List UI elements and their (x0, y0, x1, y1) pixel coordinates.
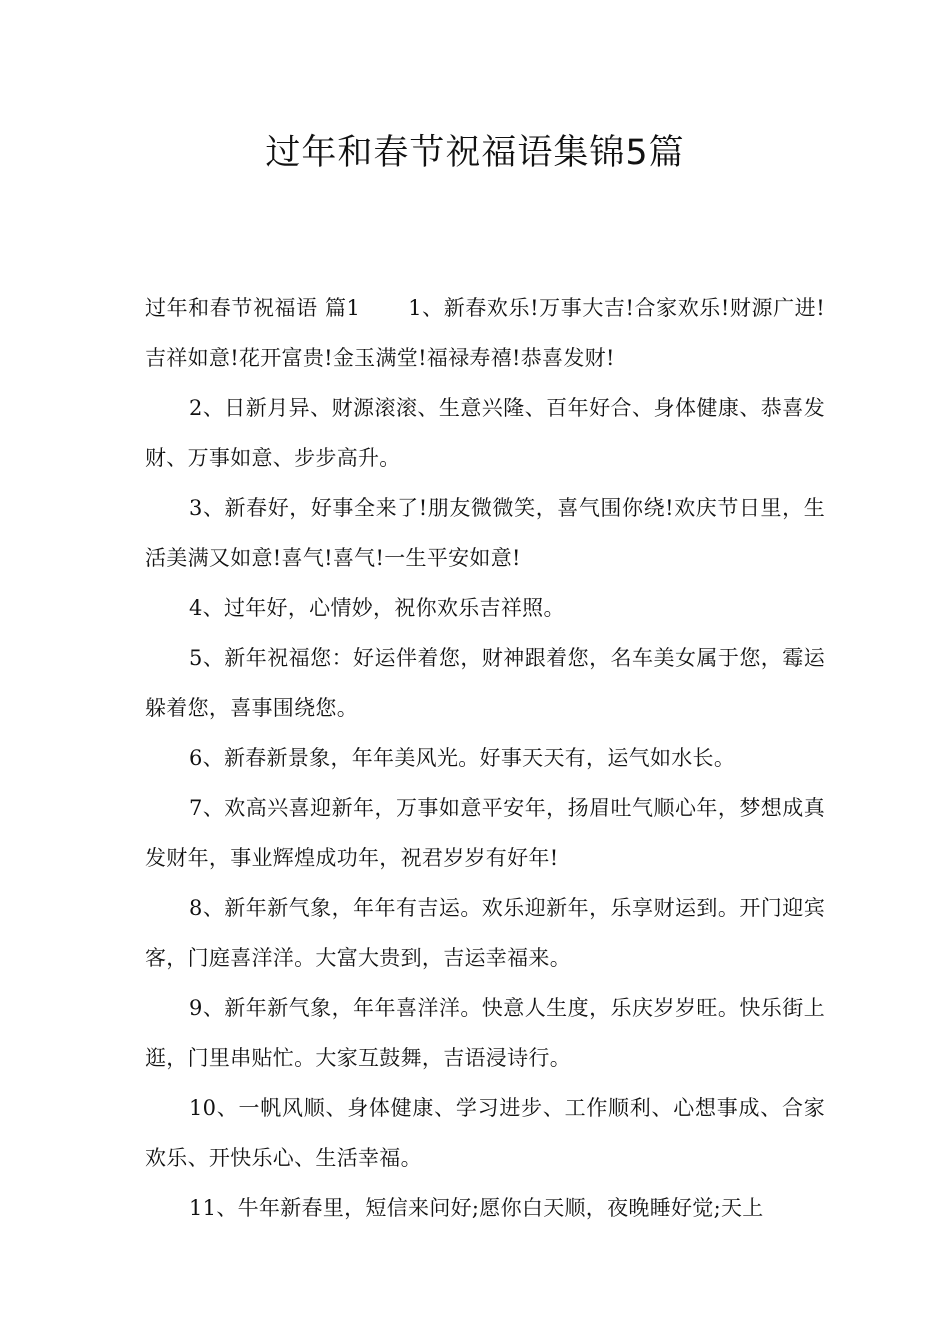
paragraph-5: 5、新年祝福您：好运伴着您，财神跟着您，名车美女属于您，霉运躲着您，喜事围绕您。 (145, 646, 825, 720)
paragraph-9: 9、新年新气象，年年喜洋洋。快意人生度，乐庆岁岁旺。快乐街上逛，门里串贴忙。大家互鼓舞，吉语浸诗行。 (145, 996, 825, 1070)
paragraph-2: 2、日新月异、财源滚滚、生意兴隆、百年好合、身体健康、恭喜发财、万事如意、步步高升。 (145, 396, 825, 470)
paragraph-1 (145, 283, 825, 383)
paragraph-10: 10、一帆风顺、身体健康、学习进步、工作顺利、心想事成、合家欢乐、开快乐心、生活幸福。 (145, 1096, 825, 1170)
paragraph-1-text: 1、新春欢乐!万事大吉!合家欢乐!财源广进!吉祥如意!花开富贵!金玉满堂!福禄寿禧!恭喜发财! (145, 296, 825, 370)
paragraph-7: 7、欢高兴喜迎新年，万事如意平安年，扬眉吐气顺心年，梦想成真发财年，事业辉煌成功年，祝君岁岁有好年! (145, 796, 825, 870)
paragraph-3: 3、新春好，好事全来了!朋友微微笑，喜气围你绕!欢庆节日里，生活美满又如意!喜气!喜气!一生平安如意! (145, 496, 825, 570)
paragraph-11: 11、牛年新春里，短信来问好;愿你白天顺，夜晚睡好觉;天上 (189, 1196, 764, 1220)
document-body (145, 283, 825, 1233)
paragraph-4: 4、过年好，心情妙，祝你欢乐吉祥照。 (189, 596, 565, 620)
paragraph-8: 8、新年新气象，年年有吉运。欢乐迎新年，乐享财运到。开门迎宾客，门庭喜洋洋。大富大贵到，吉运幸福来。 (145, 896, 825, 970)
section-heading: 过年和春节祝福语 篇1 (145, 296, 361, 320)
document-title: 过年和春节祝福语集锦5篇 (265, 133, 685, 173)
paragraph-6: 6、新春新景象，年年美风光。好事天天有，运气如水长。 (189, 746, 736, 770)
